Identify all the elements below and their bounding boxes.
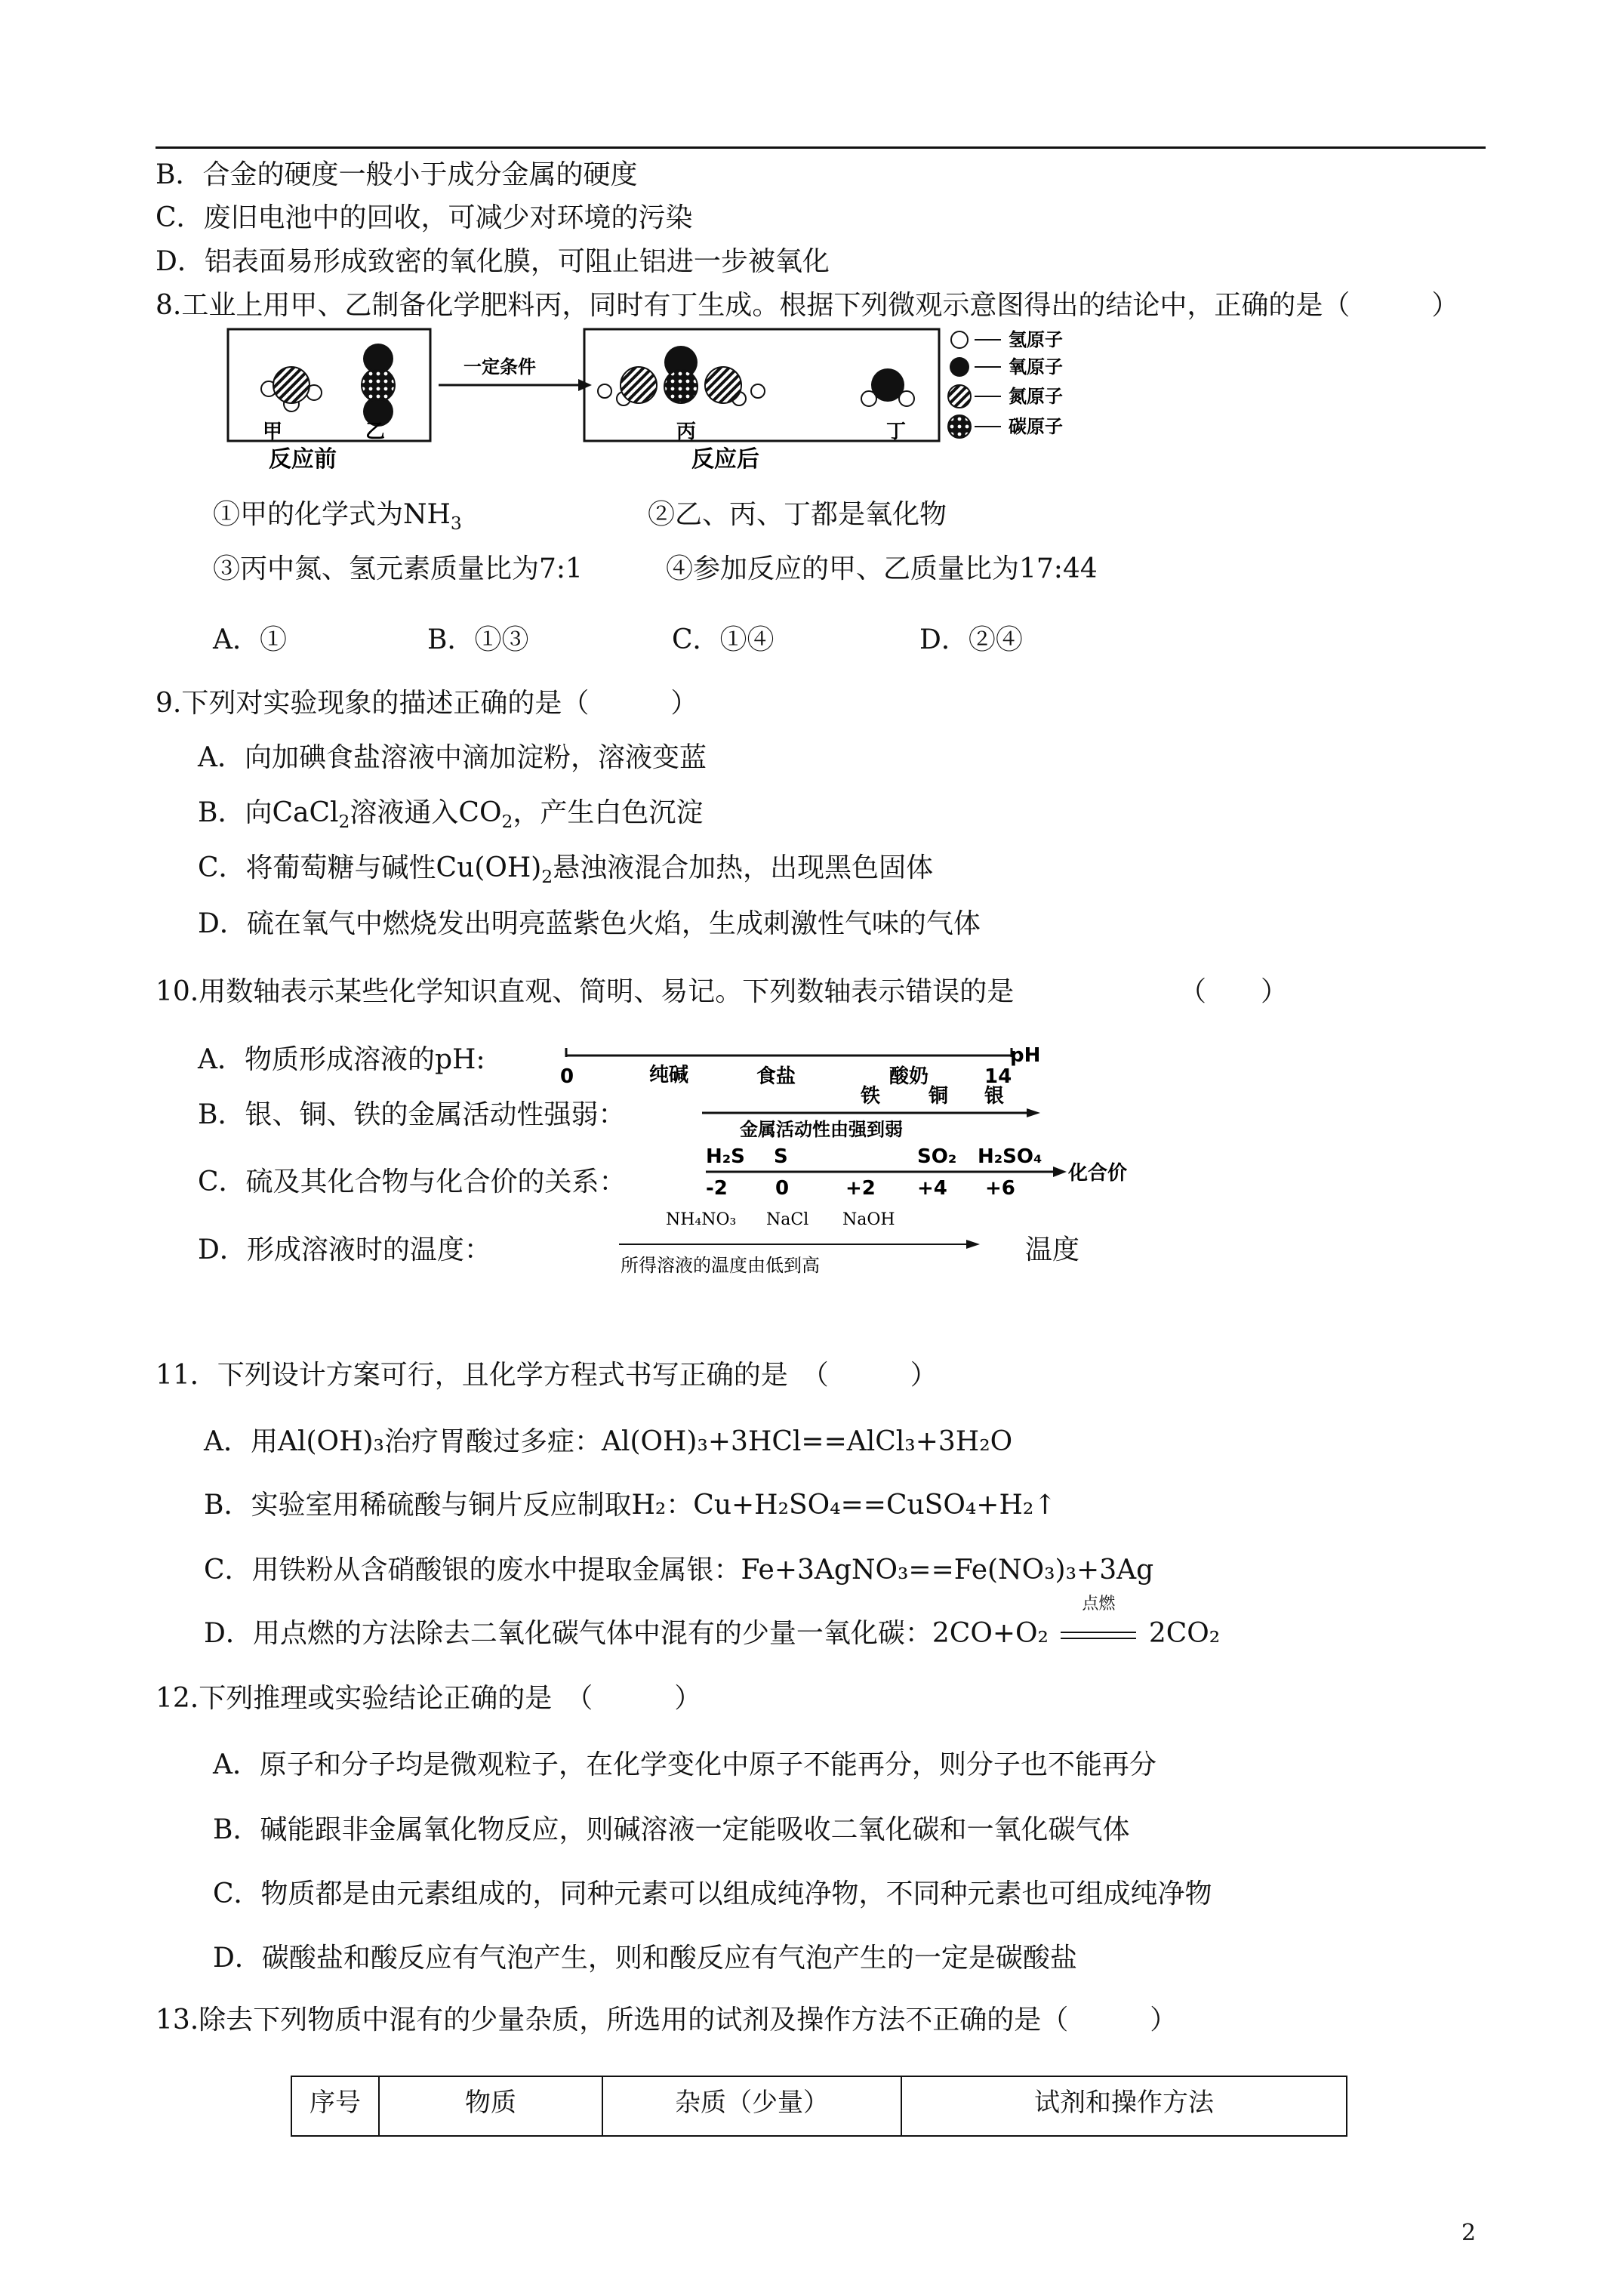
ph-item-chunjian: 纯碱 (649, 1064, 689, 1086)
activity-item-ag: 银 (984, 1085, 1005, 1108)
q13-table (291, 2076, 1347, 2137)
q11-option-b: B．实验室用稀硫酸与铜片反应制取H₂：Cu+H₂SO₄==CuSO₄+H₂↑ (204, 1490, 1057, 1521)
q8-statement-3: ③丙中氮、氢元素质量比为7:1 (213, 553, 583, 584)
valence-compound-h2s: H₂S (706, 1145, 745, 1168)
q9-option-c: C．将葡萄糖与碱性$Cu(OH)_2$悬浊液混合加热，出现黑色固体 (198, 852, 934, 888)
diagram-legend (948, 329, 1063, 438)
ph-unit: pH (1010, 1044, 1041, 1067)
legend-h: 氢原子 (1009, 329, 1063, 350)
q12-option-d: D．碳酸盐和酸反应有气泡产生，则和酸反应有气泡产生的一定是碳酸盐 (213, 1943, 1077, 1974)
temp-item-naoh: NaOH (842, 1210, 895, 1229)
temp-item-nacl: NaCl (766, 1210, 809, 1229)
label-jia: 甲 (263, 421, 283, 443)
q7-option-d: D．铝表面易形成致密的氧化膜，可阻止铝进一步被氧化 (156, 246, 830, 277)
q11-d-equals (1061, 1632, 1136, 1639)
q10-option-c: C．硫及其化合物与化合价的关系： (198, 1166, 627, 1197)
legend-c: 碳原子 (1009, 416, 1063, 437)
q13-stem: 13.除去下列物质中混有的少量杂质，所选用的试剂及操作方法不正确的是（ ） (156, 2005, 1178, 2036)
q10-paren: （ ） (1179, 976, 1289, 1007)
label-yi: 乙 (365, 421, 386, 443)
q12-option-b: B．碱能跟非金属氧化物反应，则碱溶液一定能吸收二氧化碳和一氧化碳气体 (213, 1814, 1130, 1845)
valence-value-0: 0 (775, 1177, 790, 1200)
q10-activity-axis (687, 1080, 1049, 1148)
q8-statement-1: ①甲的化学式为$NH_3$ (213, 499, 462, 535)
ph-item-shiyan: 食盐 (756, 1065, 796, 1088)
header-method: 试剂和操作方法 (901, 2076, 1347, 2136)
activity-item-fe: 铁 (861, 1085, 881, 1108)
molecule-jia (261, 367, 322, 411)
caption-before: 反应前 (269, 446, 337, 473)
q9-option-a: A．向加碘食盐溶液中滴加淀粉，溶液变蓝 (198, 742, 707, 773)
ph-end: 14 (984, 1065, 1012, 1088)
q11-option-d: D．用点燃的方法除去二氧化碳气体中混有的少量一氧化碳：2CO+O₂ 点燃 2CO₂ (204, 1595, 1221, 1649)
valence-value-p2: +2 (845, 1177, 876, 1200)
q8-statement-4: ④参加反应的甲、乙质量比为17:44 (666, 553, 1098, 584)
header-impurity: 杂质（少量） (602, 2076, 901, 2136)
valence-compound-s: S (774, 1145, 788, 1168)
q12-option-a: A．原子和分子均是微观粒子，在化学变化中原子不能再分，则分子也不能再分 (213, 1749, 1156, 1780)
q9-option-b: B．向CaCl$_2$溶液通入$CO_2$，产生白色沉淀 (198, 797, 704, 833)
q8-statement-2: ②乙、丙、丁都是氧化物 (648, 499, 947, 530)
q8-choice-a: A．① (213, 624, 287, 655)
reaction-condition: 一定条件 (463, 356, 536, 378)
q10-option-b: B．银、铜、铁的金属活动性强弱： (198, 1099, 626, 1130)
temp-unit: 温度 (1025, 1234, 1080, 1265)
valence-value-m2: -2 (706, 1177, 728, 1200)
q7-option-b: B．合金的硬度一般小于成分金属的硬度 (156, 159, 638, 190)
valence-value-p4: +4 (917, 1177, 947, 1200)
top-rule (156, 146, 1486, 149)
page-number: 2 (1461, 2220, 1477, 2246)
q11-option-a: A．用Al(OH)₃治疗胃酸过多症：Al(OH)₃+3HCl==AlCl₃+3H₂O (204, 1426, 1013, 1457)
label-bing: 丙 (676, 421, 697, 443)
q8-choice-d: D．②④ (919, 624, 1023, 655)
q8-micro-diagram (223, 325, 1167, 476)
legend-o: 氧原子 (1009, 356, 1063, 378)
q8-stem: 8.工业上用甲、乙制备化学肥料丙，同时有丁生成。根据下列微观示意图得出的结论中，正确的是（ ） (156, 290, 1459, 321)
header-substance: 物质 (379, 2076, 602, 2136)
q7-option-c: C．废旧电池中的回收，可减少对环境的污染 (156, 202, 693, 233)
header-index: 序号 (291, 2076, 379, 2136)
molecule-bing (598, 346, 765, 405)
ph-item-suannai: 酸奶 (889, 1065, 929, 1088)
ph-start: 0 (560, 1065, 574, 1088)
valence-value-p6: +6 (985, 1177, 1015, 1200)
q9-option-d: D．硫在氧气中燃烧发出明亮蓝紫色火焰，生成刺激性气味的气体 (198, 908, 981, 939)
q10-option-a: A．物质形成溶液的pH: (198, 1044, 485, 1075)
q11-option-c: C．用铁粉从含硝酸银的废水中提取金属银：Fe+3AgNO₃==Fe(NO₃)₃+3Ag (204, 1555, 1154, 1586)
q12-stem: 12.下列推理或实验结论正确的是 （ ） (156, 1683, 702, 1714)
caption-after: 反应后 (691, 446, 759, 473)
temp-caption: 所得溶液的温度由低到高 (621, 1255, 820, 1276)
legend-n: 氮原子 (1009, 386, 1063, 407)
temp-item-nh4no3: NH₄NO₃ (666, 1210, 737, 1229)
valence-compound-so2: SO₂ (917, 1145, 957, 1168)
q10-option-d: D．形成溶液时的温度： (198, 1234, 491, 1265)
q8-choice-b: B．①③ (427, 624, 529, 655)
valence-unit: 化合价 (1068, 1162, 1128, 1185)
q11-d-condition: 点燃 (1082, 1595, 1116, 1613)
table-header-row (291, 2076, 1347, 2136)
valence-compound-h2so4: H₂SO₄ (978, 1145, 1042, 1168)
activity-item-cu: 铜 (929, 1085, 949, 1108)
q10-stem: 10.用数轴表示某些化学知识直观、简明、易记。下列数轴表示错误的是 (156, 976, 1015, 1007)
q10-temperature-axis (604, 1200, 996, 1284)
q12-option-c: C．物质都是由元素组成的，同种元素可以组成纯净物，不同种元素也可组成纯净物 (213, 1878, 1212, 1909)
q11-stem: 11．下列设计方案可行，且化学方程式书写正确的是 （ ） (156, 1360, 938, 1391)
activity-caption: 金属活动性由强到弱 (740, 1119, 903, 1140)
molecule-yi (362, 344, 395, 427)
q9-stem: 9.下列对实验现象的描述正确的是（ ） (156, 688, 698, 719)
q8-choice-c: C．①④ (672, 624, 775, 655)
molecule-ding (861, 368, 914, 406)
label-ding: 丁 (886, 421, 907, 443)
